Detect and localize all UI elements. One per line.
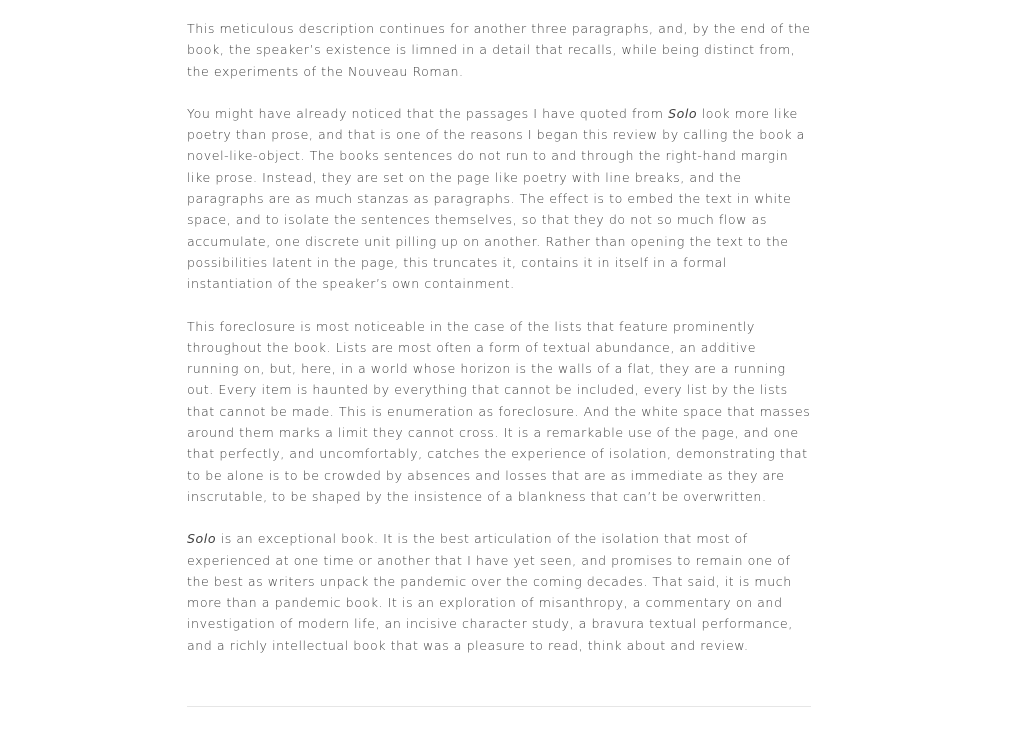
paragraph-3: This foreclosure is most noticeable in the case of the lists that feature prominently throughout the book. Lists are most often a form of textual abundance, an additive running on, but, here, in a world whose horizon is the walls of a flat, they are a running out. Every item is haunted by everything that cannot be included, every list by the lists that cannot be made. This is enumeration as foreclosure. And the white space that masses around them marks a limit they cannot cross. It is a remarkable use of the page, and one that perfectly, and uncomfortably, catches the experience of isolation, demonstrating that to be alone is to be crowded by absences and losses that are as immediate as they are inscrutable, to be shaped by the insistence of a blankness that can’t be overwritten.	[187, 318, 811, 504]
book-title: Solo	[668, 105, 698, 121]
paragraph-2	[187, 103, 811, 295]
paragraph-4	[187, 528, 811, 656]
paragraph-1: This meticulous description continues for another three paragraphs, and, by the end of the book, the speaker’s existence is limned in a detail that recalls, while being distinct from, the experiments of the Nouveau Roman.	[187, 21, 811, 79]
article-body	[187, 18, 811, 677]
paragraph-4-text: is an exceptional book. It is the best articulation of the isolation that most of experienced at one time or another that I have yet seen, and promises to remain one of the best as writers unpack the pandemic over the coming decades. That said, it is much more than a pandemic book. It is an exploration of misanthropy, a commentary on and investigation of modern life, an incisive character study, a bravura textual performance, and a richly intellectual book that was a pleasure to read, think about and review.	[187, 531, 793, 653]
paragraph-2-text-a: You might have already noticed that the passages I have quoted from	[187, 105, 669, 121]
book-title: Solo	[187, 531, 217, 547]
paragraph-2-text-b: look more like poetry than prose, and that is one of the reasons I began this review by calling the book a novel-like-object. The books sentences do not run to and through the right-hand margin like prose. Instead, they are set on the page like poetry with line breaks, and the paragraphs are as much stanzas as paragraphs. The effect is to embed the text in white space, and to isolate the sentences themselves, so that they do not so much flow as accumulate, one discrete unit pilling up on another. Rather than opening the text to the possibilities latent in the page, this truncates it, contains it in itself in a formal instantiation of the speaker’s own containment.	[187, 105, 805, 292]
divider	[187, 706, 811, 707]
